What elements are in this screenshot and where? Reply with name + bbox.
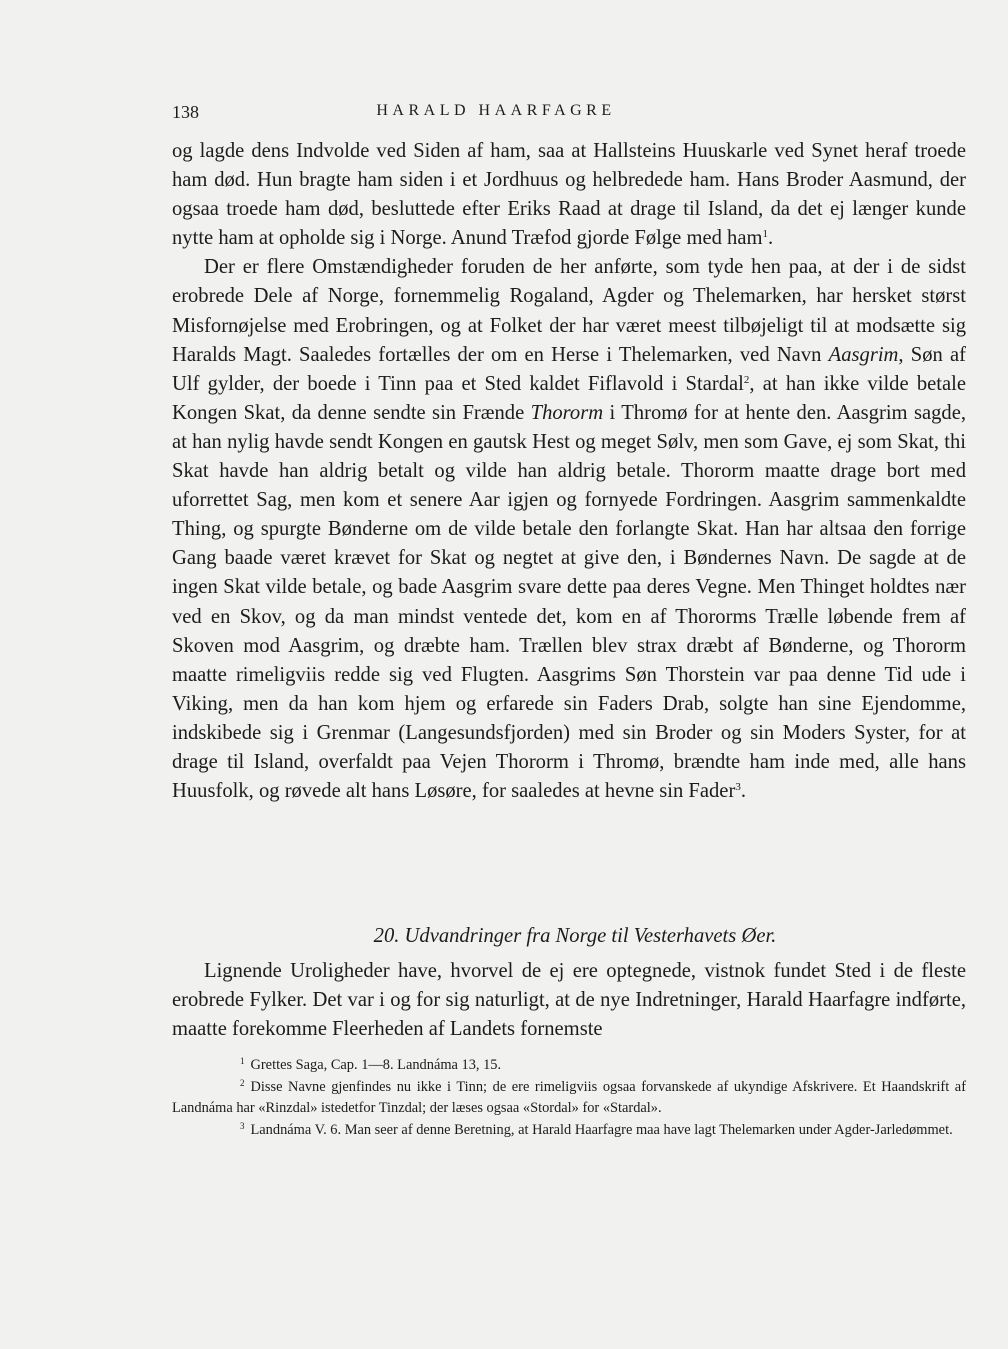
section-text [172, 957, 966, 1044]
section-heading: 20. Udvandringer fra Norge til Vesterhavets Øer. [373, 925, 777, 947]
page-number: 138 [172, 102, 199, 122]
italic-name: Aasgrim [828, 343, 899, 366]
footnote: 1 Grettes Saga, Cap. 1—8. Landnáma 13, 15. [240, 1056, 502, 1073]
text-run: og lagde dens Indvolde ved Siden af ham, saa at Hallsteins Huuskarle ved Synet heraf troede ham død. Hun bragte ham siden i et Jordhuus og helbredede ham. Hans Broder Aasmund, der ogsaa troede ham død, besluttede efter Eriks Raad at drage til Island, da det ej længer kunde nytte ham at opholde sig i Norge. Anund Træfod gjorde Følge med ham [172, 140, 966, 250]
footnote-ref: 3 [735, 781, 741, 794]
footnote-text: Disse Navne gjenfindes nu ikke i Tinn; de ere rimeligviis ogsaa forvanskede af ukyndige Afskrivere. Et Haandskrift af Landnáma har «Rinzdal» istedetfor Tinzdal; der læses ogsaa «Stordal» for «Stardal». [172, 1078, 966, 1117]
running-title: HARALD HAARFAGRE [376, 102, 616, 119]
footnote-text: Grettes Saga, Cap. 1—8. Landnáma 13, 15. [250, 1057, 502, 1073]
paragraph-2 [172, 253, 966, 806]
text-run: Der er flere Omstændigheder foruden de her anførte, som tyde hen paa, at der i de sidst erobrede Dele af Norge, fornemmelig Rogaland, Agder og Thelemarken, har hersket størst Misfornøjelse med Erobringen, og at Folket der har været meest tilbøjeligt til at modsætte sig Haralds Magt. Saaledes fortælles der om en Herse i Thelemarken, ved Navn [172, 256, 966, 366]
text-run: . [740, 780, 746, 803]
footnote: 3 Landnáma V. 6. Man seer af denne Beretning, at Harald Haarfagre maa have lagt Thelemarken under Agder-Jarledømmet. [240, 1121, 953, 1139]
text-run: . [768, 227, 774, 250]
main-text [172, 137, 966, 806]
paragraph-1 [172, 137, 966, 253]
footnote: 2 Disse Navne gjenfindes nu ikke i Tinn; de ere rimeligviis ogsaa forvanskede af ukyndige Afskrivere. Et Haandskrift af Landnáma har «Rinzdal» istedetfor Tinzdal; der læses ogsaa «Stordal» for «Stardal». [172, 1077, 966, 1117]
italic-name: Thororm [530, 401, 604, 424]
footnote-ref: 2 [743, 373, 750, 386]
text-run: i Thromø for at hente den. Aasgrim sagde, at han nylig havde sendt Kongen en gautsk Hest og meget Sølv, men som Gave, ej som Skat, thi Skat havde han aldrig betalt og vilde han aldrig betale. Thororm maatte drage bort med uforrettet Sag, men kom et senere Aar igjen og fornyede Fordringen. Aasgrim sammenkaldte Thing, og spurgte Bønderne om de vilde betale den forlangte Skat. Han har altsaa den forrige Gang baade været krævet for Skat og negtet at give den, i Bøndernes Navn. De sagde at de ingen Skat vilde betale, og bade Aasgrim svare dette paa deres Vegne. Men Thinget holdtes nær ved en Skov, og da man mindst ventede det, kom en af Thororms Trælle løbende frem af Skoven mod Aasgrim, og dræbte ham. Trællen blev strax dræbt af Bønderne, og Thororm maatte rimeligviis redde sig ved Flugten. Aasgrims Søn Thorstein var paa denne Tid ude i Viking, men da han kom hjem og erfarede sin Faders Drab, solgte han sine Ejendomme, indskibede sig i Grenmar (Langesundsfjorden) med sin Broder og sin Moders Syster, for at drage til Island, overfaldt paa Vejen Thororm i Thromø, brændte ham inde med, alle hans Huusfolk, og røvede alt hans Løsøre, for saaledes at hevne sin Fader [172, 401, 966, 803]
footnote-ref: 1 [762, 228, 769, 241]
running-head [172, 100, 790, 126]
footnote-text: Landnáma V. 6. Man seer af denne Beretning, at Harald Haarfagre maa have lagt Thelemarken under Agder-Jarledømmet. [250, 1122, 953, 1139]
text-run: , Søn af Ulf gylder, der boede i Tinn paa et Sted kaldet Fiflavold i Stardal [172, 343, 966, 395]
footnotes [172, 1055, 966, 1142]
text-run: , at han ikke vilde betale Kongen Skat, da denne sendte sin Frænde [172, 372, 966, 424]
paragraph-3: Lignende Uroligheder have, hvorvel de ej ere optegnede, vistnok fundet Sted i de fleste erobrede Fylker. Det var i og for sig naturligt, at de nye Indretninger, Harald Haarfagre indførte, maatte forekomme Fleerheden af Landets fornemste [172, 960, 966, 1041]
